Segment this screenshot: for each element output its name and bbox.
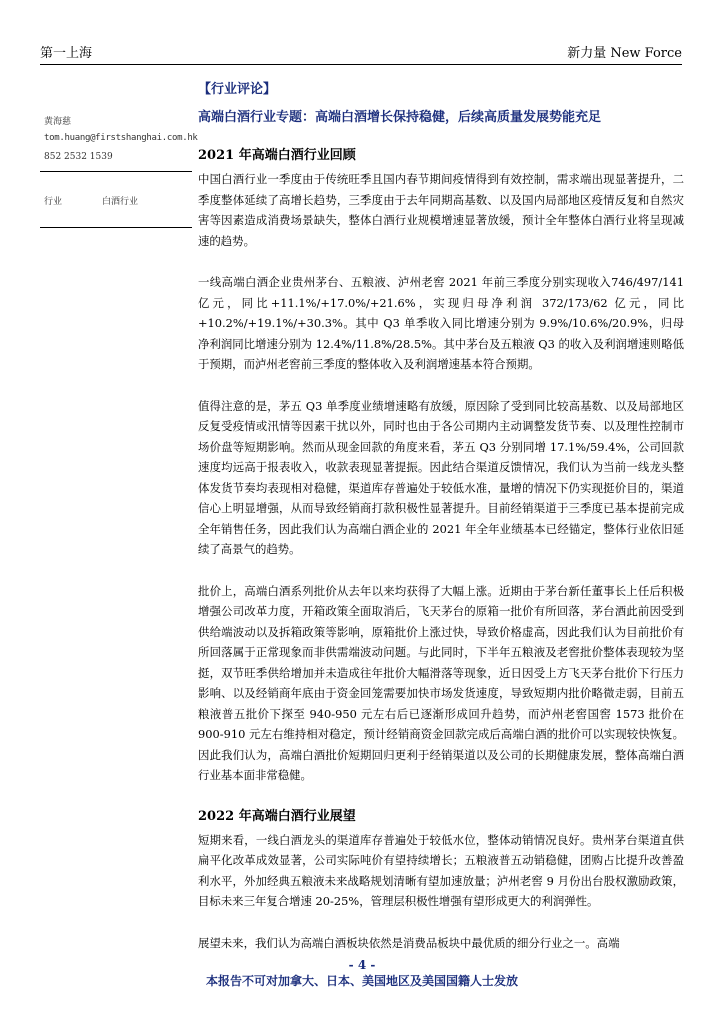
page-number: - 4 -	[348, 958, 376, 972]
section-heading-review: 2021 年高端白酒行业回顾	[198, 148, 356, 163]
header-divider	[40, 64, 682, 65]
report-body	[198, 146, 684, 974]
section-tag: 【行业评论】	[198, 82, 277, 97]
paragraph: 值得注意的是，茅五 Q3 单季度业绩增速略有放缓，原因除了受到同比较高基数、以及局部地区反复受疫情或汛情等因素干扰以外，同时也由于各公司期内主动调整发货节奏、以及理性控制市场价盘等短期影响。然而从现金回款的角度来看，茅五 Q3 分别同增 17.1%/59.4%，公司回款速度均远高于报表收入，收款表现显著提振。因此结合渠道反馈情况，我们认为当前一线龙头整体发货节奏均表现相对稳健，渠道库存普遍处于较低水准，量增的情况下仍实现挺价目的，渠道信心上明显增强，从而导致经销商打款积极性显著提升。目前经销渠道于三季度已基本提前完成全年销售任务，因此我们认为高端白酒企业的 2021 年全年业绩基本已经锚定，整体行业依旧延续了高景气的趋势。	[198, 398, 684, 556]
header-tagline: 新力量 New Force	[567, 46, 682, 61]
analyst-name: 黄海慈	[44, 117, 72, 127]
paragraph: 中国白酒行业一季度由于传统旺季且国内春节期间疫情得到有效控制，需求端出现显著提升，二季度整体延续了高增长趋势，三季度由于去年同期高基数、以及国内局部地区疫情反复和自然灾害等因素造成消费场景缺失，整体白酒行业规模增速显著放缓，预计全年整体白酒行业将呈现减速的趋势。	[198, 172, 684, 248]
analyst-phone: 852 2532 1539	[44, 152, 113, 162]
analyst-email[interactable]: tom.huang@firstshanghai.com.hk	[44, 133, 198, 143]
paragraph: 展望未来，我们认为高端白酒板块依然是消费品板块中最优质的细分行业之一。高端	[198, 935, 620, 950]
paragraph: 批价上，高端白酒系列批价从去年以来均获得了大幅上涨。近期由于茅台新任董事长上任后积极增强公司改革力度，开箱政策全面取消后，飞天茅台的原箱一批价有所回落，茅台酒此前因受到供给端波动以及拆箱政策等影响，原箱批价上涨过快，导致价格虚高，因此我们认为目前批价有所回落属于正常现象而非供需端波动问题。与此同时，下半年五粮液及老窖批价整体表现较为坚挺，双节旺季供给增加并未造成往年批价大幅滑落等现象，近日因受上方飞天茅台批价下行压力影响、以及经销商年底由于资金回笼需要加快市场发货速度，导致短期内批价略微走弱，目前五粮液普五批价下探至 940-950 元左右后已逐渐形成回升趋势，而泸州老窖国窖 1573 批价在 900-910 元左右维持相对稳定，预计经销商资金回款完成后高端白酒的批价可以实现较快恢复。因此我们认为，高端白酒批价短期回归更利于经销渠道以及公司的长期健康发展，整体高端白酒行业基本面非常稳健。	[198, 583, 684, 782]
section-heading-outlook: 2022 年高端白酒行业展望	[198, 808, 356, 824]
sidebar-divider	[40, 227, 192, 228]
paragraph: 一线高端白酒企业贵州茅台、五粮液、泸州老窖 2021 年前三季度分别实现收入746/497/141 亿元，同比+11.1%/+17.0%/+21.6%，实现归母净利润 372/173/62 亿元，同比+10.2%/+19.1%/+30.3%。其中 Q3 单季收入同比增速分别为 9.9%/10.6%/20.9%，归母净利润同比增速分别为 12.4%/11.8%/28.5%。其中茅台及五粮液 Q3 的收入及利润增速则略低于预期，而泸州老窖前三季度的整体收入及利润增速基本符合预期。	[198, 275, 684, 371]
page-title: 高端白酒行业专题：高端白酒增长保持稳健，后续高质量发展势能充足	[198, 110, 602, 125]
sidebar-divider	[40, 171, 192, 172]
paragraph: 短期来看，一线白酒龙头的渠道库存普遍处于较低水位，整体动销情况良好。贵州茅台渠道直供扁平化改革成效显著，公司实际吨价有望持续增长；五粮液普五动销稳健，团购占比提升改善盈利水平，外加经典五粮液未来战略规划清晰有望加速放量；泸州老窖 9 月份出台股权激励政策，目标未来三年复合增速 20-25%，管理层积极性增强有望形成更大的利润弹性。	[198, 832, 684, 908]
industry-label: 行业	[44, 197, 63, 207]
disclaimer-footer: 本报告不可对加拿大、日本、美国地区及美国国籍人士发放	[205, 974, 518, 988]
industry-value: 白酒行业	[102, 197, 139, 207]
header-brand: 第一上海	[40, 46, 93, 61]
